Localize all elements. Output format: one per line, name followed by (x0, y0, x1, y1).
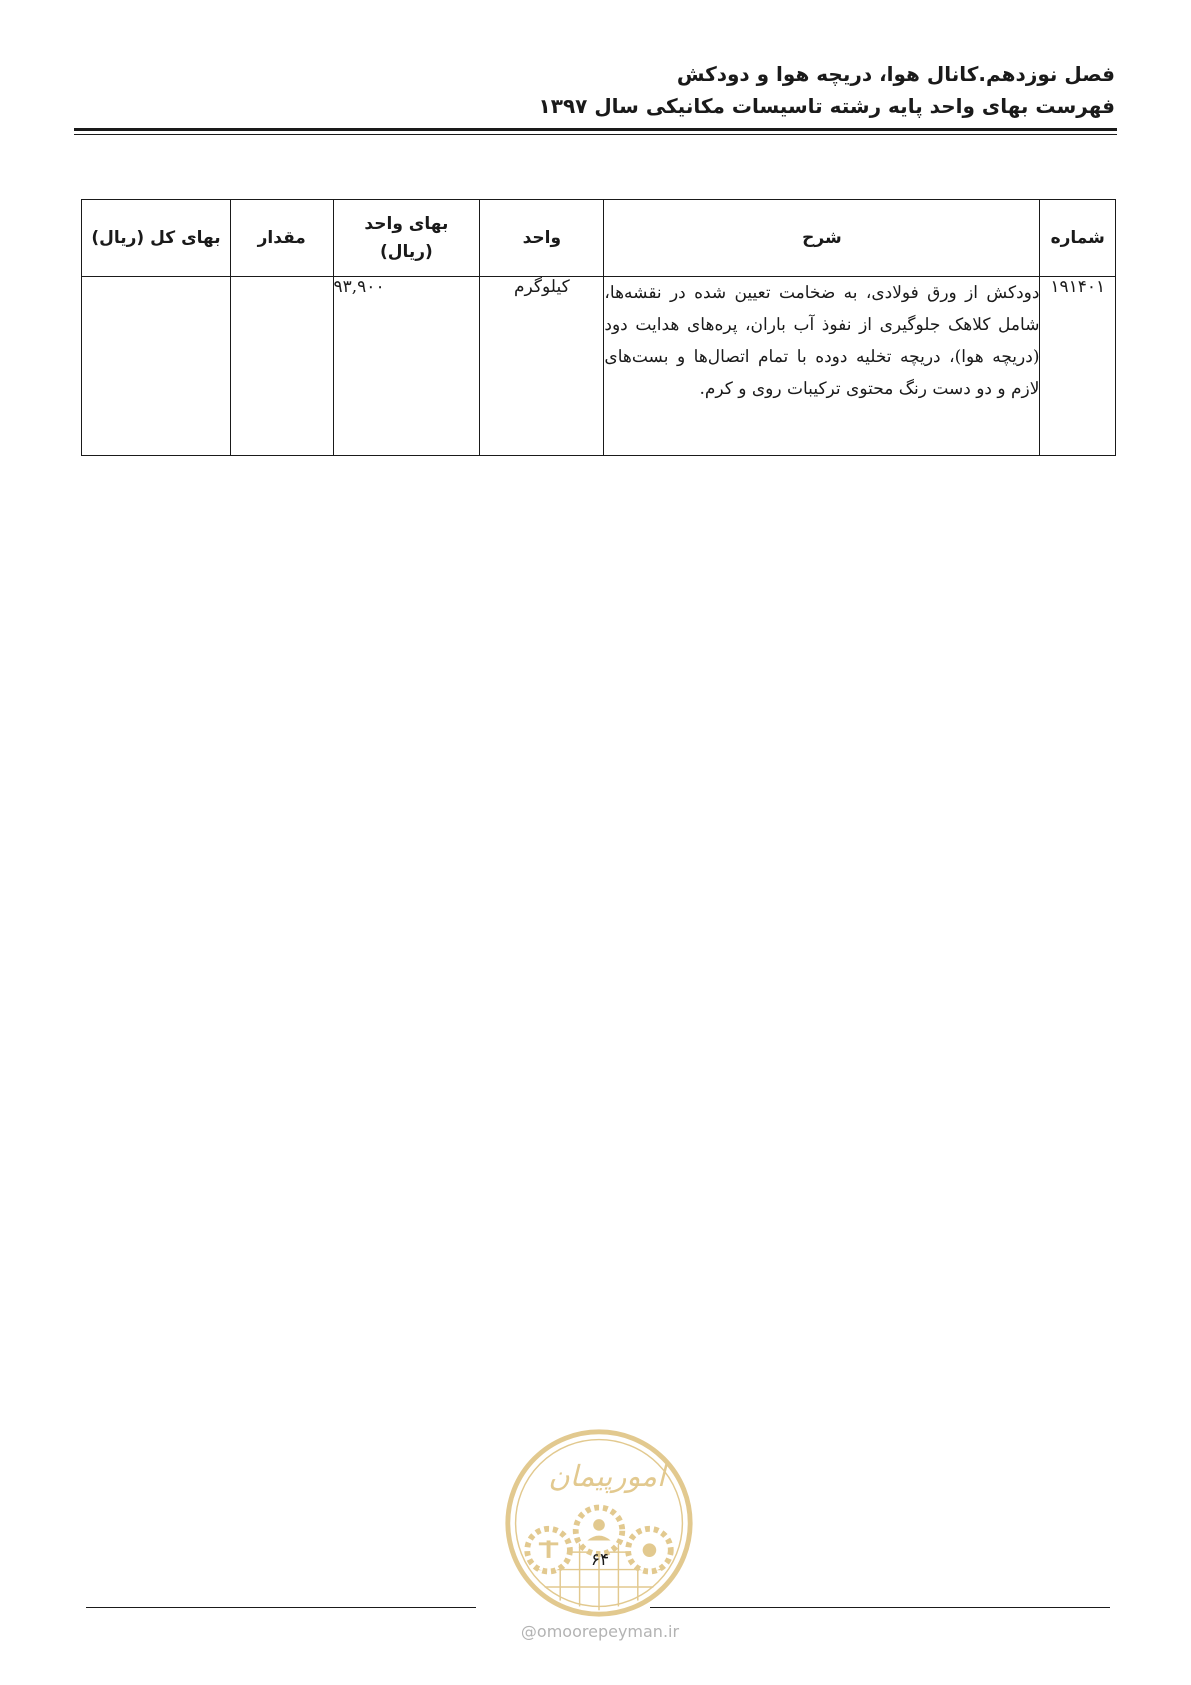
item-unit-price: ۹۳,۹۰۰ (333, 277, 480, 456)
watermark-logo (502, 1426, 696, 1620)
item-total-price (82, 277, 231, 456)
footer-rule-right (650, 1607, 1110, 1608)
at-icon: @ (520, 1622, 537, 1641)
header-rule-thick (74, 128, 1117, 131)
footer-rule-left (86, 1607, 476, 1608)
header-unit-price-currency: (ریال) (379, 242, 433, 262)
header-unit-price (333, 200, 480, 277)
header-total-price: بهای کل (ریال) (82, 200, 231, 277)
item-number: ۱۹۱۴۰۱ (1040, 277, 1116, 456)
page-number: ۶۴ (590, 1550, 610, 1570)
header-quantity: مقدار (230, 200, 333, 277)
item-quantity (230, 277, 333, 456)
header-rule-thin (74, 134, 1117, 135)
header-number: شماره (1040, 200, 1116, 277)
item-unit: کیلوگرم (480, 277, 604, 456)
watermark-site-text: omoorepeyman.ir (536, 1622, 680, 1641)
header-unit-price-label: بهای واحد (364, 214, 449, 234)
watermark-logo-text: امورپیمان (548, 1459, 666, 1494)
page-header (75, 58, 1115, 122)
price-list-title: فهرست بهای واحد پایه رشته تاسیسات مکانیکی سال ۱۳۹۷ (538, 94, 1115, 118)
table-header-row (82, 200, 1116, 277)
header-unit: واحد (480, 200, 604, 277)
chapter-title: فصل نوزدهم.کانال هوا، دریچه هوا و دودکش (676, 62, 1115, 86)
price-table (81, 199, 1116, 456)
table-row (82, 277, 1116, 456)
item-description: دودکش از ورق فولادی، به ضخامت تعیین شده در نقشه‌ها، شامل کلاهک جلوگیری از نفوذ آب باران، پره‌های هدایت دود (دریچه هوا)، دریچه تخلیه دوده با تمام اتصال‌ها و بست‌های لازم و دو دست رنگ محتوی ترکیبات روی و کرم. (604, 277, 1040, 456)
header-description: شرح (604, 200, 1040, 277)
watermark-site (510, 1622, 690, 1641)
